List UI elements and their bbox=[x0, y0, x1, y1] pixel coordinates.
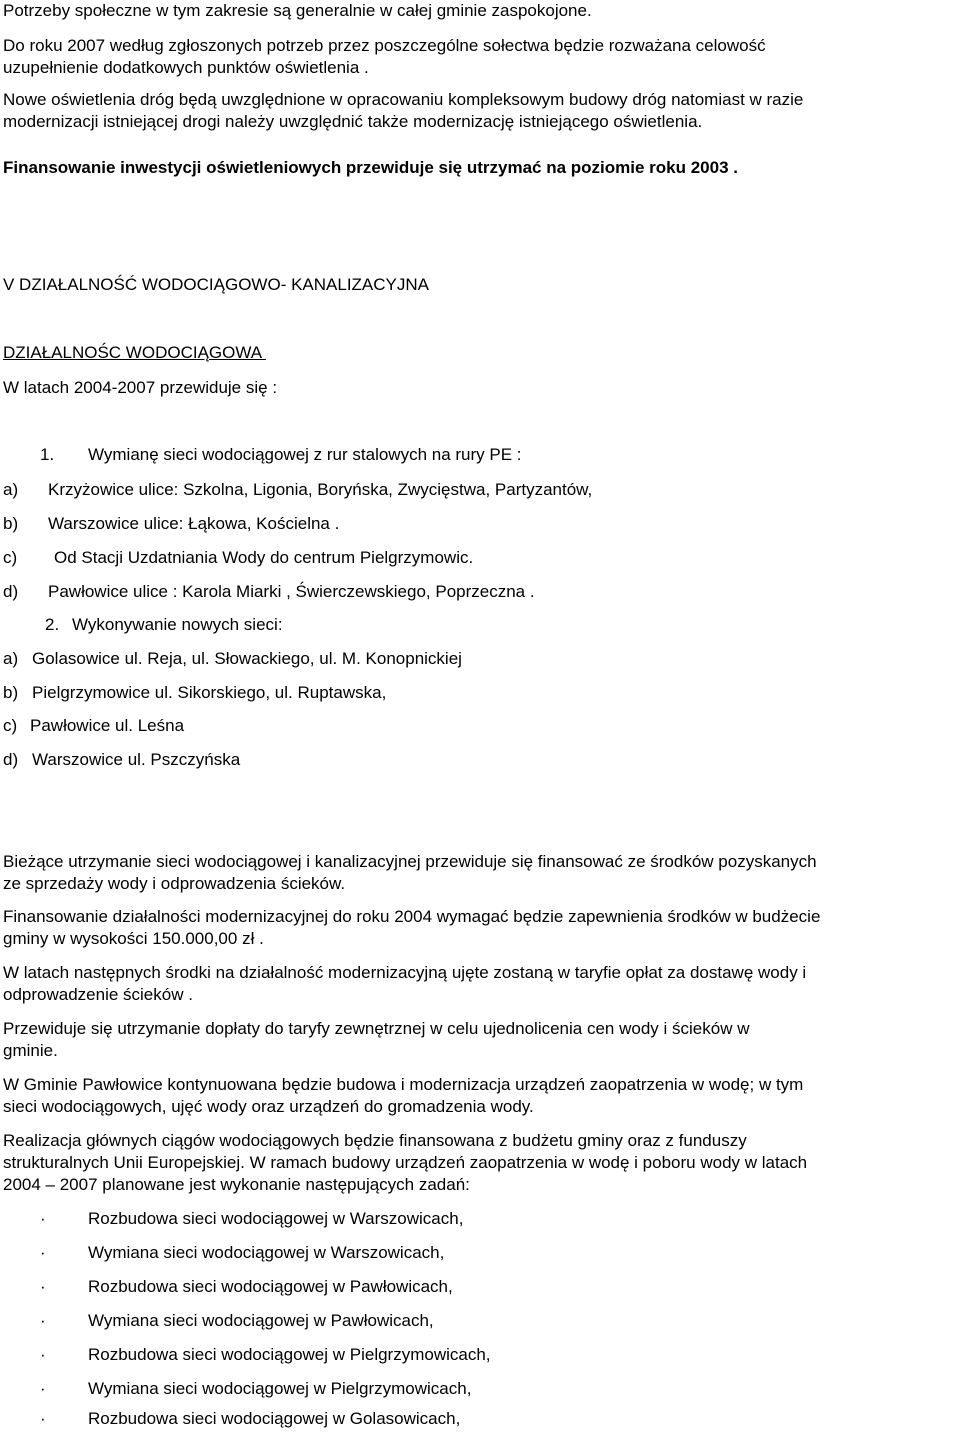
bullet-marker: · bbox=[40, 1345, 46, 1364]
paragraph-line: W Gminie Pawłowice kontynuowana będzie budowa i modernizacja urządzeń zaopatrzenia w wodę; w tym bbox=[3, 1075, 804, 1094]
bullet-marker: · bbox=[40, 1409, 46, 1428]
bullet-marker: · bbox=[40, 1209, 46, 1228]
paragraph-line: Przewiduje się utrzymanie dopłaty do taryfy zewnętrznej w celu ujednolicenia cen wody i ścieków w bbox=[3, 1019, 750, 1038]
paragraph-line: Bieżące utrzymanie sieci wodociągowej i kanalizacyjnej przewiduje się finansować ze środków pozyskanych bbox=[3, 852, 817, 871]
list-item: Warszowice ulice: Łąkowa, Kościelna . bbox=[48, 514, 340, 533]
list-heading: Wykonywanie nowych sieci: bbox=[72, 615, 283, 634]
paragraph-line: W latach następnych środki na działalność modernizacyjną ujęte zostaną w taryfie opłat za dostawę wody i bbox=[3, 963, 807, 982]
paragraph-line: Realizacja głównych ciągów wodociągowych będzie finansowana z budżetu gminy oraz z funduszy bbox=[3, 1131, 747, 1150]
paragraph-line: ze sprzedaży wody i odprowadzenia ścieków. bbox=[3, 874, 346, 893]
list-item: Pawłowice ul. Leśna bbox=[30, 716, 185, 735]
list-number: 1. bbox=[40, 445, 55, 464]
financing-note: Finansowanie inwestycji oświetleniowych przewiduje się utrzymać na poziomie roku 2003 . bbox=[3, 158, 738, 177]
task-item: Rozbudowa sieci wodociągowej w Pielgrzymowicach, bbox=[88, 1345, 491, 1364]
list-number: 2. bbox=[45, 615, 60, 634]
task-item: Wymiana sieci wodociągowej w Pawłowicach, bbox=[88, 1311, 434, 1330]
task-item: Rozbudowa sieci wodociągowej w Warszowicach, bbox=[88, 1209, 464, 1228]
bullet-marker: · bbox=[40, 1277, 46, 1296]
list-item: Golasowice ul. Reja, ul. Słowackiego, ul. M. Konopnickiej bbox=[32, 649, 462, 668]
list-item-label: a) bbox=[3, 480, 19, 499]
intro-line: modernizacji istniejącej drogi należy uwzględnić także modernizację istniejącego oświetlenia. bbox=[3, 112, 703, 131]
list-item: Pawłowice ulice : Karola Miarki , Świerczewskiego, Poprzeczna . bbox=[48, 582, 535, 601]
list-item: Krzyżowice ulice: Szkolna, Ligonia, Boryńska, Zwycięstwa, Partyzantów, bbox=[48, 480, 593, 499]
list-item: Warszowice ul. Pszczyńska bbox=[32, 750, 241, 769]
paragraph-line: strukturalnych Unii Europejskiej. W ramach budowy urządzeń zaopatrzenia w wodę i poboru wody w latach bbox=[3, 1153, 808, 1172]
list-item-label: b) bbox=[3, 514, 19, 533]
paragraph-line: gminy w wysokości 150.000,00 zł . bbox=[3, 929, 264, 948]
list-item-label: c) bbox=[3, 716, 18, 735]
intro-line: Nowe oświetlenia dróg będą uwzględnione w opracowaniu kompleksowym budowy dróg natomiast w razie bbox=[3, 90, 804, 109]
bullet-marker: · bbox=[40, 1243, 46, 1262]
list-item: Pielgrzymowice ul. Sikorskiego, ul. Ruptawska, bbox=[32, 683, 387, 702]
paragraph-line: sieci wodociągowych, ujęć wody oraz urządzeń do gromadzenia wody. bbox=[3, 1097, 534, 1116]
intro-line: Do roku 2007 według zgłoszonych potrzeb przez poszczególne sołectwa będzie rozważana celowość bbox=[3, 36, 766, 55]
task-item: Wymiana sieci wodociągowej w Warszowicach, bbox=[88, 1243, 445, 1262]
list-item-label: a) bbox=[3, 649, 19, 668]
paragraph-line: gminie. bbox=[3, 1041, 58, 1060]
list-item-label: d) bbox=[3, 582, 19, 601]
list-item: Od Stacji Uzdatniania Wody do centrum Pielgrzymowic. bbox=[54, 548, 474, 567]
task-item: Rozbudowa sieci wodociągowej w Pawłowicach, bbox=[88, 1277, 453, 1296]
list-heading: Wymianę sieci wodociągowej z rur stalowych na rury PE : bbox=[88, 445, 522, 464]
paragraph-line: Finansowanie działalności modernizacyjnej do roku 2004 wymagać będzie zapewnienia środków w budżecie bbox=[3, 907, 821, 926]
section-lead: W latach 2004-2007 przewiduje się : bbox=[3, 378, 278, 397]
paragraph-line: 2004 – 2007 planowane jest wykonanie następujących zadań: bbox=[3, 1175, 470, 1194]
intro-line: Potrzeby społeczne w tym zakresie są generalnie w całej gminie zaspokojone. bbox=[3, 1, 592, 20]
intro-line: uzupełnienie dodatkowych punktów oświetlenia . bbox=[3, 58, 369, 77]
bullet-marker: · bbox=[40, 1379, 46, 1398]
task-item: Rozbudowa sieci wodociągowej w Golasowicach, bbox=[88, 1409, 461, 1428]
paragraph-line: odprowadzenie ścieków . bbox=[3, 985, 193, 1004]
bullet-marker: · bbox=[40, 1311, 46, 1330]
list-item-label: b) bbox=[3, 683, 19, 702]
section-title: V DZIAŁALNOŚĆ WODOCIĄGOWO- KANALIZACYJNA bbox=[3, 275, 430, 294]
task-item: Wymiana sieci wodociągowej w Pielgrzymowicach, bbox=[88, 1379, 472, 1398]
list-item-label: d) bbox=[3, 750, 19, 769]
list-item-label: c) bbox=[3, 548, 18, 567]
section-subtitle: DZIAŁALNOŚC WODOCIĄGOWA bbox=[3, 343, 266, 362]
